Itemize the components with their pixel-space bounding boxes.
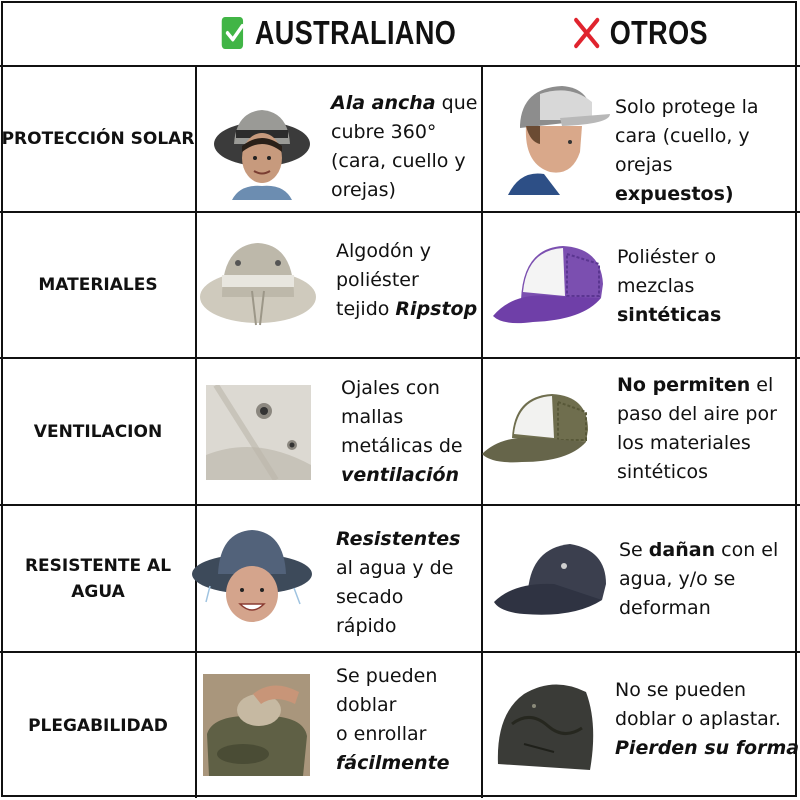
text-run: al agua y de secado rápido xyxy=(336,557,454,637)
text-run: Se pueden doblar o enrollar xyxy=(336,665,438,745)
text-run: Se xyxy=(619,539,649,561)
header-otros xyxy=(510,0,769,65)
desc-a-plegabilidad xyxy=(336,662,450,778)
desc-b-proteccion xyxy=(615,93,759,209)
text-run: Solo protege la cara (cuello, y orejas xyxy=(615,96,759,176)
bucket-hat-person-image xyxy=(210,100,315,200)
desc-a-ventilacion xyxy=(341,374,463,490)
text-run: Ojales con mallas metálicas de xyxy=(341,377,463,457)
text-run: No permiten xyxy=(617,374,751,396)
text-run: con el agua, y/o se deforman xyxy=(619,539,779,619)
cross-icon xyxy=(572,15,602,51)
text-run: expuestos) xyxy=(615,183,734,205)
row-label-ventilacion: VENTILACION xyxy=(33,421,163,442)
row-label-plegabilidad: PLEGABILIDAD xyxy=(28,715,168,736)
checkmark-icon xyxy=(222,17,244,49)
desc-a-resistente xyxy=(336,525,460,641)
text-run: dañan xyxy=(648,539,716,561)
text-run: Pierden su forma xyxy=(615,737,800,759)
ventilation-eyelet-image xyxy=(206,385,311,480)
text-run: el paso del aire por los materiales sintéticos xyxy=(617,374,777,483)
desc-a-materiales xyxy=(336,237,477,324)
desc-a-proteccion xyxy=(331,89,477,205)
dark-cap-image xyxy=(494,540,609,620)
text-run: Algodón y poliéster tejido xyxy=(336,240,431,320)
text-run: Poliéster o mezclas xyxy=(617,246,717,297)
header-otros-label: OTROS xyxy=(609,13,708,51)
header-australiano xyxy=(222,0,457,65)
beige-bucket-hat-image xyxy=(198,235,318,330)
text-run: sintéticas xyxy=(617,304,722,326)
text-run: Ripstop xyxy=(395,298,478,320)
row-label-resistente: RESISTENTE AL AGUA xyxy=(24,555,172,602)
text-run: No se pueden doblar o aplastar. xyxy=(615,679,781,730)
crushed-cap-image xyxy=(494,674,597,774)
text-run: Ala ancha xyxy=(331,92,436,114)
row-label-proteccion: PROTECCIÓN SOLAR xyxy=(1,129,195,149)
text-run: fácilmente xyxy=(336,752,450,774)
purple-trucker-cap-image xyxy=(493,240,608,330)
header-australiano-label: AUSTRALIANO xyxy=(254,13,457,51)
text-run: Resistentes xyxy=(336,528,461,550)
row-label-materiales: MATERIALES xyxy=(38,275,158,295)
olive-trucker-cap-image xyxy=(482,390,592,470)
desc-b-ventilacion xyxy=(617,371,777,487)
wet-bucket-hat-person-image xyxy=(190,528,315,623)
desc-b-plegabilidad xyxy=(615,676,799,763)
text-run: ventilación xyxy=(341,464,460,486)
text-run: que cubre 360° (cara, cuello y orejas) xyxy=(331,92,478,201)
cap-person-image xyxy=(500,80,615,195)
desc-b-materiales xyxy=(617,243,721,330)
desc-b-resistente xyxy=(619,536,778,623)
folding-hat-bag-image xyxy=(203,674,310,776)
